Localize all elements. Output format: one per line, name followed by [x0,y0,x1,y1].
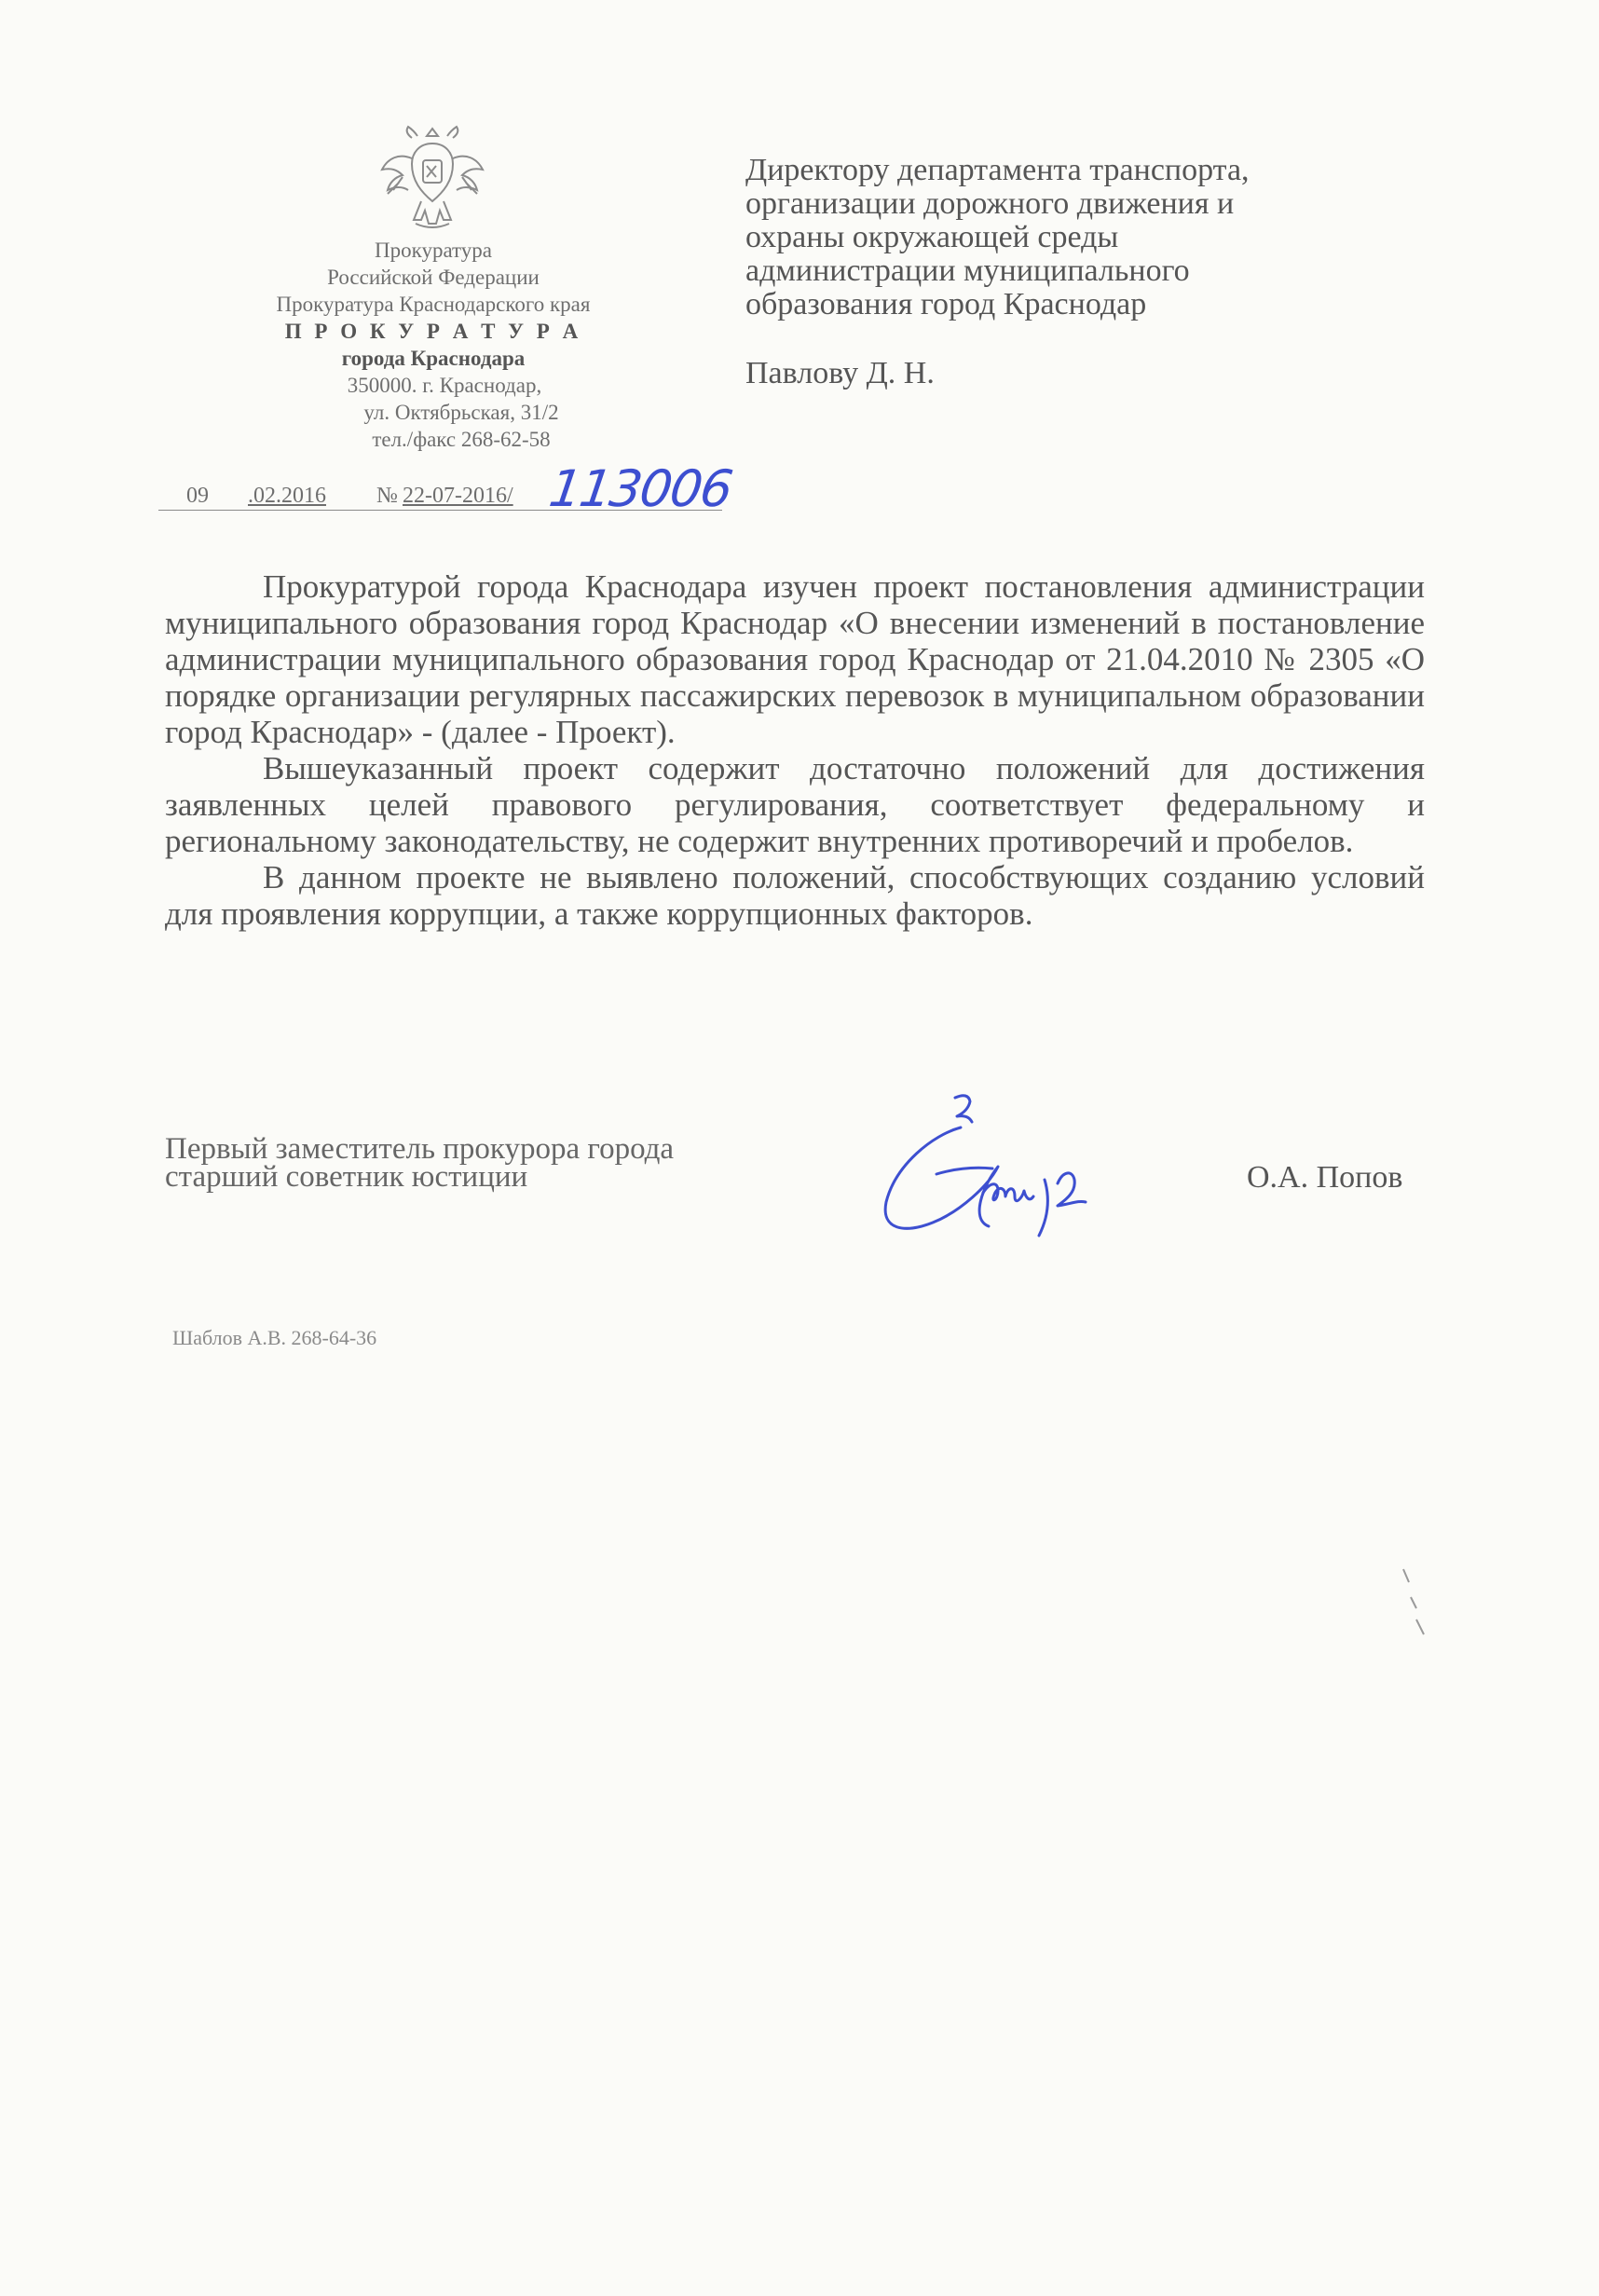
letterhead-line: Российской Федерации [327,266,540,289]
addressee-line: Директору департамента транспорта, [745,153,1250,187]
addressee-line: образования город Краснодар [745,287,1147,321]
signatory-title-line: старший советник юстиции [165,1160,528,1194]
signatory-title-line: Первый заместитель прокурора города [165,1132,675,1166]
body-paragraph: Прокуратурой города Краснодара изучен проект постановления администрации муниципального образования город Краснодар «О внесении изменений в постановление администрации муниципального образования город Краснодар от 21.04.2010 № 2305 «О порядке организации регулярных пассажирских перевозок в муниципальном образовании город Краснодар» - (далее - Проект). [165,568,1425,750]
letterhead-address: 350000. г. Краснодар, [347,374,542,397]
addressee-line: охраны окружающей среды [745,220,1119,254]
letterhead [210,237,657,453]
letterhead-street: ул. Октябрьская, 31/2 [363,401,559,424]
registration-day: 09 [186,484,209,508]
letterhead-city: города Краснодара [341,347,526,370]
registration-line [158,459,736,518]
executor-note: Шаблов А.В. 268-64-36 [172,1326,377,1349]
letterhead-line: Прокуратура Краснодарского края [276,293,591,316]
addressee-block [745,154,1416,390]
addressee-line: администрации муниципального [745,253,1190,288]
body-paragraph: В данном проекте не выявлено положений, способствующих созданию условий для проявления коррупции, а также коррупционных факторов. [165,859,1425,932]
addressee-line: организации дорожного движения и [745,186,1235,221]
registration-date: .02.2016 [248,484,326,508]
letterhead-line: Прокуратура [374,239,493,262]
signatory-title [165,1132,817,1194]
signatory-name: О.А. Попов [1247,1160,1403,1195]
handwritten-signature [871,1090,1216,1258]
body-paragraph: Вышеуказанный проект содержит достаточно положений для достижения заявленных целей правового регулирования, соответствует федеральному и региональному законодательству, не содержит внутренних противоречий и пробелов. [165,750,1425,859]
handwritten-number: 113006 [545,459,735,518]
coat-of-arms-icon [375,121,490,233]
letter-body [165,568,1425,932]
letterhead-office-title: П Р О К У Р А Т У Р А [284,320,582,343]
letterhead-phone: тел./факс 268-62-58 [372,428,551,451]
scan-mark-icon [1398,1565,1435,1640]
registration-reference: 22-07-2016/ [403,484,513,508]
registration-number-sign: № [376,484,398,508]
addressee-name: Павлову Д. Н. [745,356,935,390]
